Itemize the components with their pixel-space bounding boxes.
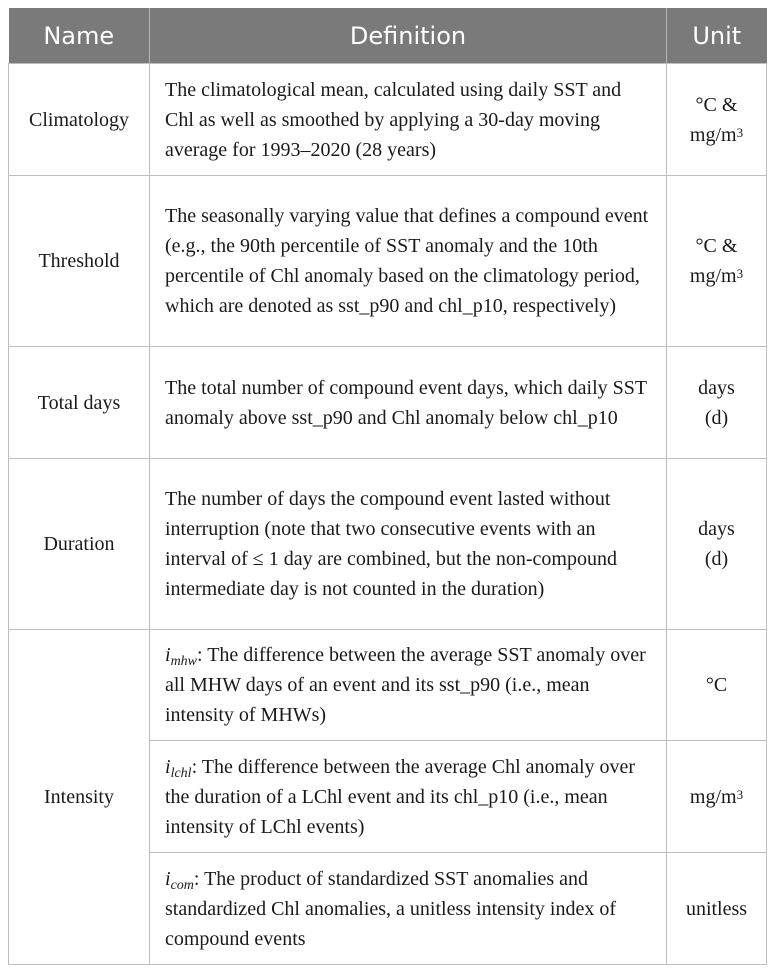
row-name-duration: Duration xyxy=(9,459,150,630)
table-row xyxy=(9,64,767,176)
table-header xyxy=(9,8,767,64)
unit-superscript: 3 xyxy=(736,266,744,281)
row-name-intensity: Intensity xyxy=(9,630,150,965)
symbol-subscript: com xyxy=(170,877,194,893)
row-name-threshold: Threshold xyxy=(9,176,150,347)
symbol-base: i xyxy=(165,755,171,778)
unit-superscript: 3 xyxy=(736,786,744,802)
unit-superscript: 3 xyxy=(736,124,744,140)
row-name-total-days: Total days xyxy=(9,347,150,459)
row-unit-intensity-com: unitless xyxy=(667,853,767,965)
header-name: Name xyxy=(9,8,150,64)
table-body xyxy=(9,64,767,965)
row-definition-intensity-mhw xyxy=(150,630,667,741)
definition-text: : The difference between the average SST anomaly over all MHW days of an event and its sst_p90 (i.e., mean intensity of MHWs) xyxy=(165,644,646,726)
row-name-climatology: Climatology xyxy=(9,64,150,176)
unit-line-1: days xyxy=(698,376,735,399)
definitions-table xyxy=(8,8,767,965)
unit-line-2: (d) xyxy=(704,406,729,429)
row-definition-climatology: The climatological mean, calculated using daily SST and Chl as well as smoothed by applying a 30-day moving average for 1993–2020 (28 years) xyxy=(150,64,667,176)
unit-line-2 xyxy=(690,124,743,146)
symbol-i-com xyxy=(165,867,194,893)
row-definition-duration: The number of days the compound event lasted without interruption (note that two consecutive events with an interval of ≤ 1 day are combined, but the non-compound intermediate day is not counted in the duration) xyxy=(150,459,667,630)
row-definition-threshold: The seasonally varying value that defines a compound event (e.g., the 90th percentile of SST anomaly and the 10th percentile of Chl anomaly based on the climatology period, which are denoted as sst_p90 and chl_p10, respectively) xyxy=(150,176,667,347)
row-unit-climatology xyxy=(667,64,767,176)
row-definition-total-days: The total number of compound event days, which daily SST anomaly above sst_p90 and Chl anomaly below chl_p10 xyxy=(150,347,667,459)
unit-line-2: (d) xyxy=(704,548,729,570)
symbol-subscript: lchl xyxy=(170,765,192,781)
row-unit-duration xyxy=(667,459,767,630)
unit-base: mg/m xyxy=(689,123,737,146)
unit-line-1: days xyxy=(698,518,735,540)
symbol-i-lchl xyxy=(165,755,192,781)
unit-base: mg/m xyxy=(689,265,737,287)
unit-line-2 xyxy=(690,265,743,287)
symbol-i-mhw xyxy=(165,644,198,669)
row-definition-intensity-lchl xyxy=(150,741,667,853)
row-unit-intensity-lchl xyxy=(667,741,767,853)
table-row xyxy=(9,347,767,459)
definition-text: : The product of standardized SST anomalies and standardized Chl anomalies, a unitless intensity index of compound events xyxy=(165,867,617,950)
unit-line-1: °C & xyxy=(695,93,738,116)
row-unit-intensity-mhw: °C xyxy=(667,630,767,741)
table-row xyxy=(9,459,767,630)
table-row xyxy=(9,176,767,347)
header-row xyxy=(9,8,767,64)
table-row xyxy=(9,630,767,741)
header-definition: Definition xyxy=(150,8,667,64)
row-unit-total-days xyxy=(667,347,767,459)
unit-line xyxy=(690,786,743,808)
symbol-base: i xyxy=(165,867,171,890)
definition-text: : The difference between the average Chl anomaly over the duration of a LChl event and its chl_p10 (i.e., mean intensity of LChl events) xyxy=(165,755,636,838)
symbol-subscript: mhw xyxy=(170,654,198,669)
row-unit-threshold xyxy=(667,176,767,347)
header-unit: Unit xyxy=(667,8,767,64)
symbol-base: i xyxy=(165,644,171,666)
unit-base: mg/m xyxy=(689,785,737,808)
row-definition-intensity-com xyxy=(150,853,667,965)
unit-line-1: °C & xyxy=(695,235,738,257)
